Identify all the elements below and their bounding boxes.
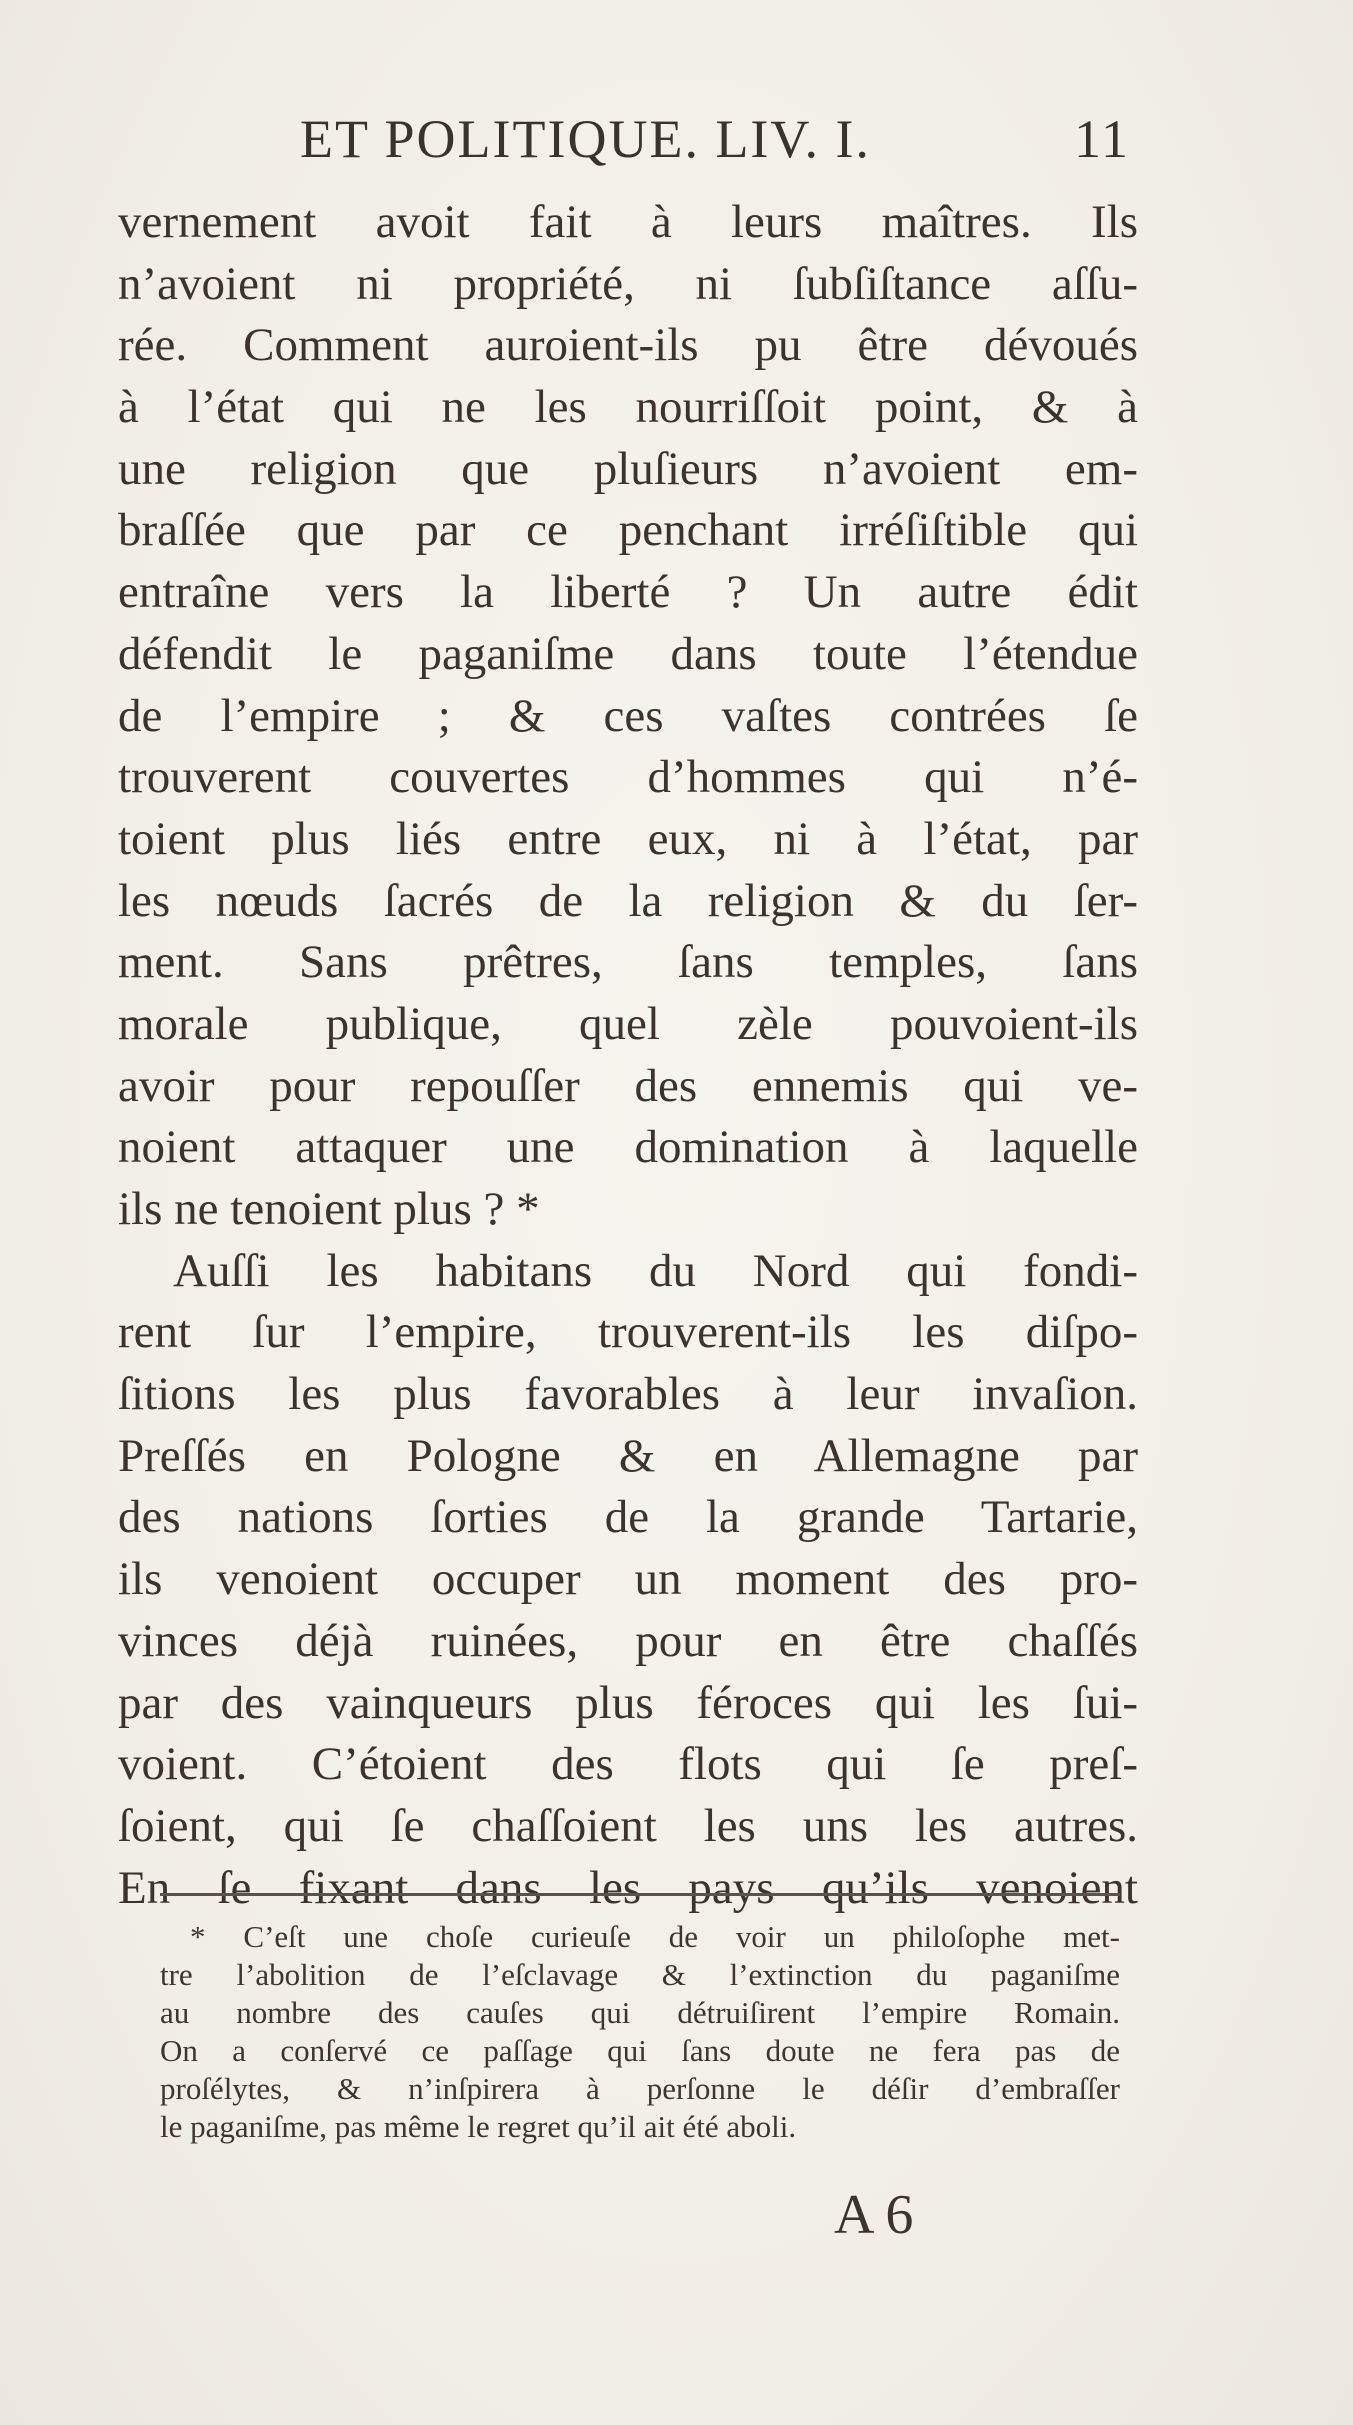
footnote bbox=[160, 1918, 1120, 2146]
text-line: avoir pour repouſſer des ennemis qui ve- bbox=[118, 1059, 1138, 1112]
page-number: 11 bbox=[1074, 109, 1130, 169]
text-line: une religion que pluſieurs n’avoient em- bbox=[118, 442, 1138, 495]
text-line: de l’empire ; & ces vaſtes contrées ſe bbox=[118, 689, 1138, 742]
text-line: noient attaquer une domination à laquelle bbox=[118, 1121, 1138, 1174]
text-line: morale publique, quel zèle pouvoient-ils bbox=[118, 997, 1138, 1050]
paragraph-start-line: Auſſi les habitans du Nord qui fondi- bbox=[173, 1244, 1138, 1297]
footnote-line: le paganiſme, pas même le regret qu’il ait été aboli. bbox=[160, 2109, 797, 2144]
text-line: En ſe fixant dans les pays qu’ils venoient bbox=[118, 1861, 1138, 1914]
text-line: vernement avoit fait à leurs maîtres. Ils bbox=[118, 196, 1138, 248]
footnote-rule bbox=[160, 1893, 1120, 1896]
footnote-line: au nombre des cauſes qui détruiſirent l’empire Romain. bbox=[160, 1995, 1120, 2030]
text-line: à l’état qui ne les nourriſſoit point, & à bbox=[118, 381, 1138, 434]
page-header bbox=[300, 108, 1160, 178]
footnote-line: proſélytes, & n’inſpirera à perſonne le déſir d’embraſſer bbox=[160, 2071, 1120, 2106]
text-line: des nations ſorties de la grande Tartarie, bbox=[118, 1491, 1138, 1544]
running-head: ET POLITIQUE. LIV. I. bbox=[300, 109, 871, 169]
text-line: vinces déjà ruinées, pour en être chaſſés bbox=[118, 1614, 1138, 1667]
signature-mark: A 6 bbox=[834, 2184, 914, 2246]
text-line: les nœuds ſacrés de la religion & du ſer- bbox=[118, 874, 1138, 927]
text-line: entraîne vers la liberté ? Un autre édit bbox=[118, 566, 1138, 619]
text-line: ment. Sans prêtres, ſans temples, ſans bbox=[118, 936, 1138, 989]
text-line: braſſée que par ce penchant irréſiſtible qui bbox=[118, 504, 1138, 557]
footnote-line: * C’eſt une choſe curieuſe de voir un philoſophe met- bbox=[190, 1919, 1120, 1954]
body-text bbox=[118, 192, 1138, 1919]
text-line: rent ſur l’empire, trouverent-ils les diſpo- bbox=[118, 1306, 1138, 1359]
text-line: toient plus liés entre eux, ni à l’état, par bbox=[118, 812, 1138, 865]
text-line: ſitions les plus favorables à leur invaſion. bbox=[118, 1368, 1138, 1421]
footnote-line: On a conſervé ce paſſage qui ſans doute ne fera pas de bbox=[160, 2033, 1120, 2068]
text-line: n’avoient ni propriété, ni ſubſiſtance aſſu- bbox=[118, 257, 1138, 310]
footnote-line: tre l’abolition de l’eſclavage & l’extinction du paganiſme bbox=[160, 1957, 1120, 1992]
text-line: par des vainqueurs plus féroces qui les ſui- bbox=[118, 1676, 1138, 1729]
text-line: trouverent couvertes d’hommes qui n’é- bbox=[118, 751, 1138, 804]
text-line: voient. C’étoient des flots qui ſe preſ- bbox=[118, 1738, 1138, 1791]
text-line: ſoient, qui ſe chaſſoient les uns les autres. bbox=[118, 1799, 1138, 1852]
paragraph-end-line: ils ne tenoient plus ? * bbox=[118, 1183, 540, 1235]
text-line: rée. Comment auroient-ils pu être dévoués bbox=[118, 319, 1138, 372]
text-line: Preſſés en Pologne & en Allemagne par bbox=[118, 1429, 1138, 1482]
text-line: défendit le paganiſme dans toute l’étendue bbox=[118, 627, 1138, 680]
text-line: ils venoient occuper un moment des pro- bbox=[118, 1553, 1138, 1606]
